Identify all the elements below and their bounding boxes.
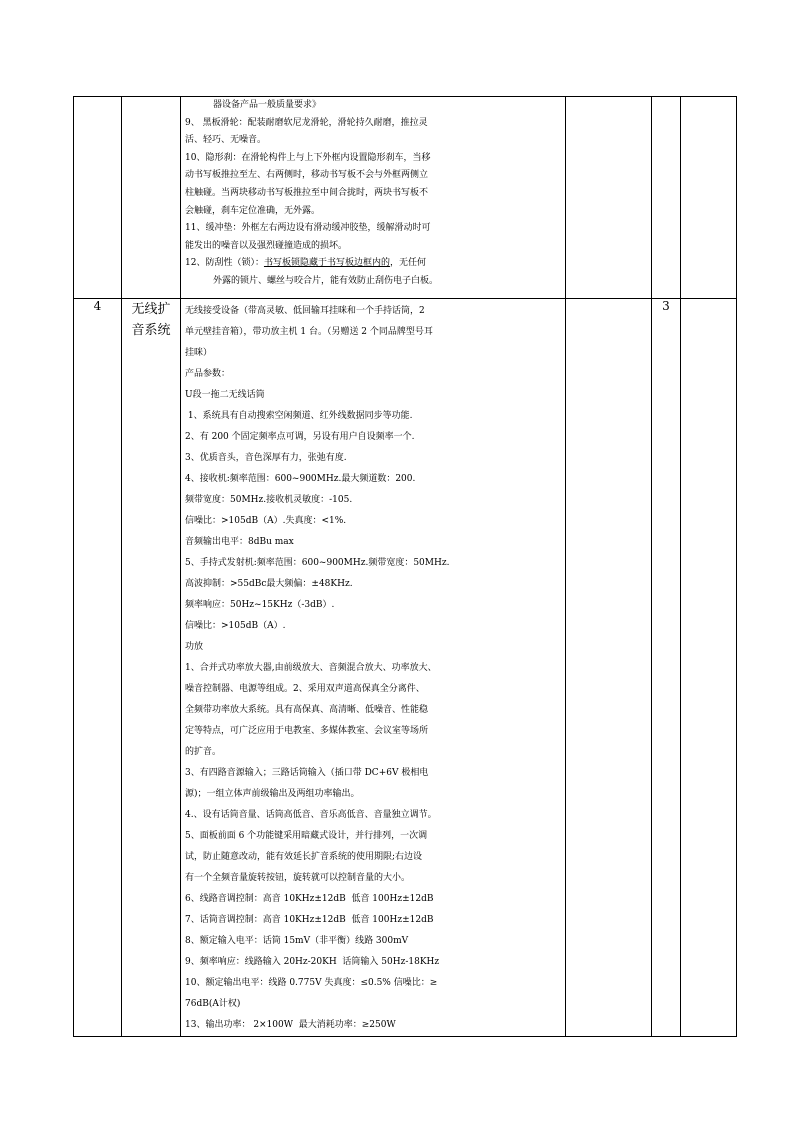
spec-line: 10、额定输出电平：线路 0.775V 失真度：≤0.5% 信噪比：≥ (185, 978, 438, 988)
spec-line: 产品参数： (185, 369, 231, 379)
spec-line: 单元壁挂音箱），带功放主机 1 台。（另赠送 2 个同品牌型号耳 (185, 327, 433, 337)
spec-line: 试，防止随意改动，能有效延长扩音系统的使用期限;右边设 (185, 852, 423, 862)
spec-line: 1、系统具有自动搜索空闲频道、红外线数据同步等功能. (185, 411, 413, 421)
spec-line: 5、手持式发射机:频率范围：600~900MHz.频带宽度：50MHz. (185, 558, 450, 568)
equipment-spec-table (73, 96, 737, 1037)
spec-line: 7、话筒音调控制：高音 10KHz±12dB 低音 100Hz±12dB (185, 915, 434, 925)
empty-cell (566, 97, 652, 299)
underlined-text: 书写板锁隐藏于书写板边框内的 (263, 258, 390, 269)
description-cell (181, 97, 566, 299)
spec-line: 频率响应：50Hz~15KHz（-3dB）. (185, 600, 335, 610)
spec-line: 能发出的噪音以及强烈碰撞造成的损坏。 (185, 240, 348, 251)
spec-line: 3、有四路音源输入；三路话筒输入（插口带 DC+6V 极相电 (185, 768, 429, 778)
spec-text: 12、防刮性（锁）： (185, 258, 264, 269)
empty-cell (652, 97, 681, 299)
spec-line: 噪音控制器、电源等组成。2、采用双声道高保真全分离件、 (185, 684, 425, 694)
spec-line: 13、输出功率： 2×100W 最大消耗功率：≥250W (185, 1020, 396, 1030)
index-cell (74, 97, 122, 299)
spec-line: 频带宽度：50MHz.接收机灵敏度：-105. (185, 495, 353, 505)
spec-line: 功放 (185, 642, 204, 652)
quantity-cell: 3 (652, 299, 681, 1037)
index-cell: 4 (74, 299, 122, 1037)
spec-line: 6、线路音调控制：高音 10KHz±12dB 低音 100Hz±12dB (185, 894, 434, 904)
spec-line: 9、 黑板滑轮：配装耐磨软尼龙滑轮，滑轮持久耐磨，推拉灵 (185, 117, 428, 128)
description-cell (181, 299, 566, 1037)
name-cell (122, 97, 181, 299)
table-row (74, 97, 737, 299)
spec-line: 的扩音。 (185, 747, 222, 757)
spec-line: 3、优质音头，音色深厚有力，张弛有度. (185, 453, 347, 463)
spec-line: 高波抑制：>55dBc最大频偏：±48KHz. (185, 579, 353, 589)
spec-line: 挂咪） (185, 348, 213, 358)
spec-line: 外露的锁片、螺丝与咬合片，能有效防止刮伤电子白板。 (213, 275, 439, 286)
spec-line: 会触碰，刹车定位准确，无外露。 (185, 205, 321, 216)
spec-line: 76dB(A计权) (185, 999, 241, 1009)
spec-line: U段一拖二无线话筒 (185, 390, 265, 400)
empty-cell (681, 97, 737, 299)
spec-line: 源)；一组立体声前级输出及两组功率输出。 (185, 789, 360, 799)
item-name-line: 无线扩 (131, 302, 171, 317)
spec-line: 信噪比：>105dB（A）.失真度：<1%. (185, 516, 347, 526)
spec-line: 4、接收机:频率范围：600~900MHz.最大频道数：200. (185, 474, 416, 484)
spec-line: 8、额定输入电平：话筒 15mV（非平衡）线路 300mV (185, 936, 409, 946)
spec-line: 音频输出电平：8dBu max (185, 537, 294, 547)
spec-line: 10、隐形刹：在滑轮构件上与上下外框内设置隐形刹车，当移 (185, 152, 431, 163)
spec-text: ，无任何 (389, 258, 426, 269)
spec-line: 器设备产品一般质量要求》 (213, 100, 322, 110)
empty-cell (681, 299, 737, 1037)
spec-line: 活、轻巧、无噪音。 (185, 135, 267, 146)
spec-line: 1、合并式功率放大器,由前级放大、音频混合放大、功率放大、 (185, 663, 437, 673)
table-row (74, 299, 737, 1037)
spec-line: 定等特点，可广泛应用于电教室、多媒体教室、会议室等场所 (185, 726, 429, 736)
spec-line: 信噪比：>105dB（A）. (185, 621, 286, 631)
empty-cell (566, 299, 652, 1037)
spec-line (185, 255, 565, 273)
name-cell (122, 299, 181, 1037)
spec-line: 有一个全频音量旋转按钮，旋转就可以控制音量的大小。 (185, 873, 411, 883)
spec-line: 柱触碰。当两块移动书写板推拉至中间合拢时，两块书写板不 (185, 187, 429, 198)
spec-line: 9、频率响应：线路输入 20Hz-20KH 话筒输入 50Hz-18KHz (185, 957, 440, 967)
spec-line: 无线接受设备（带高灵敏、低回输耳挂咪和一个手持话筒，2 (185, 306, 425, 316)
spec-line: 11、缓冲垫：外框左右两边设有滑动缓冲胶垫，缓解滑动时可 (185, 223, 431, 234)
item-name-line: 音系统 (131, 323, 171, 338)
spec-line: 2、有 200 个固定频率点可调，另设有用户自设频率一个. (185, 432, 415, 442)
spec-line: 5、面板前面 6 个功能键采用暗藏式设计，并行排列，一次调 (185, 831, 428, 841)
spec-line: 动书写板推拉至左、右两侧时，移动书写板不会与外框两侧立 (185, 170, 429, 181)
spec-line: 全频带功率放大系统。具有高保真、高清晰、低噪音、性能稳 (185, 705, 429, 715)
spec-line: 4.、设有话筒音量、话筒高低音、音乐高低音、音量独立调节。 (185, 810, 437, 820)
